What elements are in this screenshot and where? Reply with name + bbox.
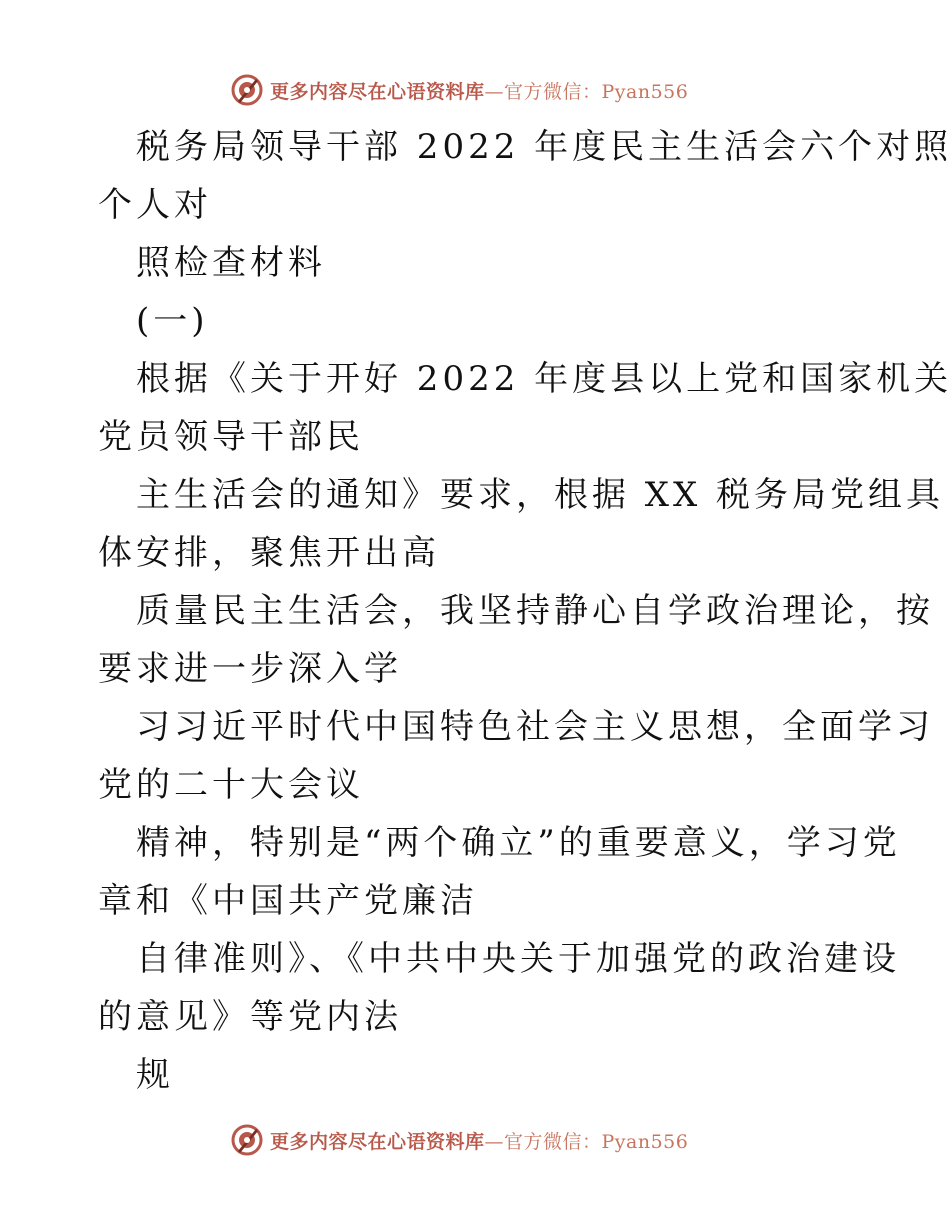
footer-banner [230, 1120, 750, 1160]
paragraph-line: 的意见》等党内法 [98, 997, 402, 1037]
paragraph-line: 精神，特别是“两个确立”的重要意义，学习党 [136, 823, 901, 863]
banner-site-name: 更多内容尽在心语资料库 [270, 80, 485, 103]
title-line-3: 照检查材料 [136, 243, 326, 283]
paragraph-line: 章和《中国共产党廉洁 [98, 881, 478, 921]
paragraph-line: 习习近平时代中国特色社会主义思想，全面学习 [136, 707, 934, 747]
paragraph-line: 要求进一步深入学 [98, 649, 402, 689]
banner-wechat: —官方微信：Pyan556 [484, 80, 689, 103]
paragraph-line: 质量民主生活会，我坚持静心自学政治理论，按 [136, 591, 934, 631]
paragraph-line: 党员领导干部民 [98, 417, 364, 457]
header-banner [230, 70, 750, 110]
paragraph-line: 规 [136, 1055, 174, 1095]
paragraph-line: 党的二十大会议 [98, 765, 364, 805]
quill-seal-icon [230, 1123, 264, 1157]
banner-site-name: 更多内容尽在心语资料库 [270, 1130, 485, 1153]
section-number: (一) [136, 301, 209, 341]
quill-seal-icon [230, 73, 264, 107]
paragraph-line: 自律准则》、《中共中央关于加强党的政治建设 [136, 939, 900, 979]
banner-wechat: —官方微信：Pyan556 [484, 1130, 689, 1153]
banner-text [270, 1127, 688, 1154]
title-line-1: 税务局领导干部 2022 年度民主生活会六个对照 [136, 127, 952, 167]
banner-text [270, 77, 688, 104]
paragraph-line: 主生活会的通知》要求，根据 XX 税务局党组具 [136, 475, 945, 515]
title-line-2: 个人对 [98, 185, 212, 225]
document-body [98, 118, 952, 1104]
paragraph-line: 体安排，聚焦开出高 [98, 533, 440, 573]
paragraph-line: 根据《关于开好 2022 年度县以上党和国家机关 [136, 359, 952, 399]
